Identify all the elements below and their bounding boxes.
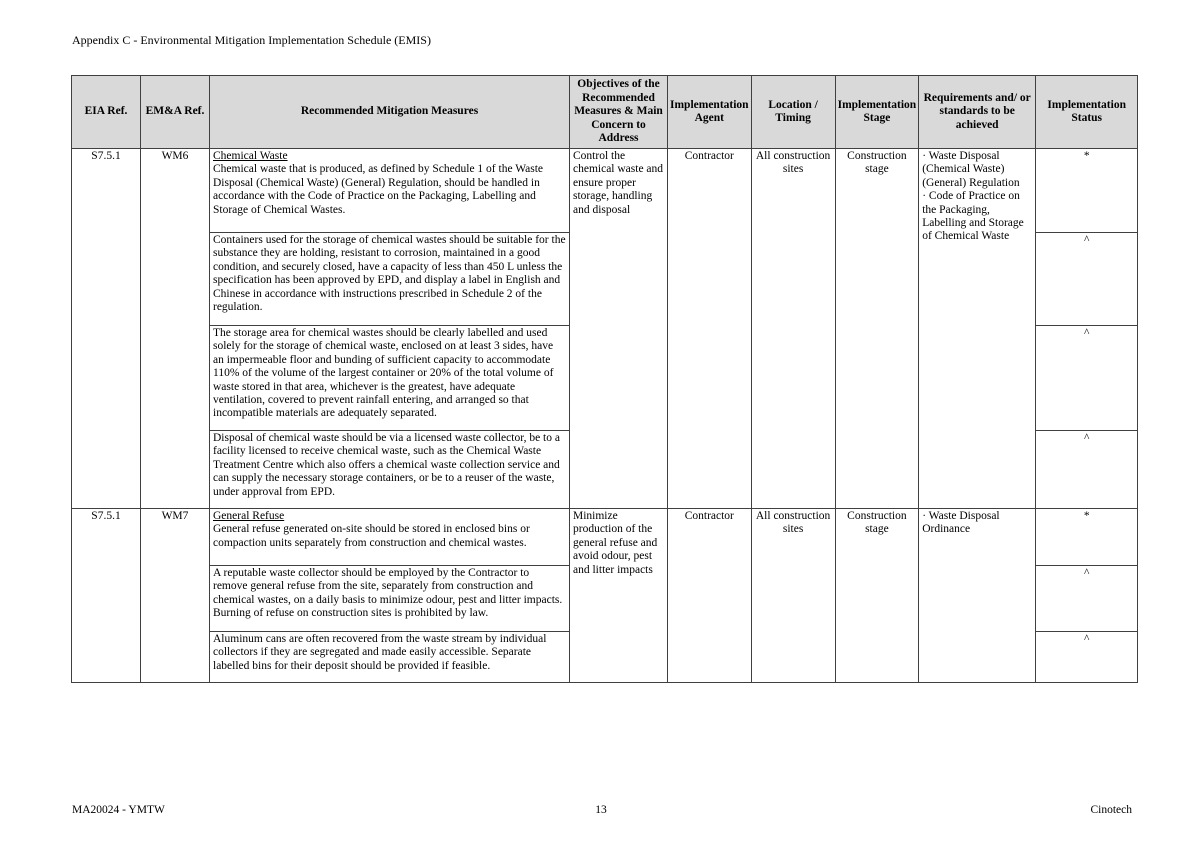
requirement-item: · Code of Practice on the Packaging, Labelling and Storage of Chemical Waste (922, 190, 1024, 243)
stage-cell: Construction stage (835, 149, 919, 509)
status-cell: * (1036, 509, 1138, 566)
table-row (72, 509, 1138, 566)
footer-company-name: Cinotech (1090, 804, 1132, 816)
measure-heading: General Refuse (213, 510, 285, 522)
measure-cell (210, 509, 570, 566)
location-cell: All construction sites (751, 149, 835, 509)
header-measures: Recommended Mitigation Measures (210, 76, 570, 149)
header-requirements: Requirements and/ or standards to be achieved (919, 76, 1036, 149)
ema-ref-cell: WM7 (141, 509, 210, 683)
status-cell: ^ (1036, 326, 1138, 431)
status-cell: ^ (1036, 431, 1138, 509)
measure-cell: Containers used for the storage of chemical wastes should be suitable for the substance they are holding, resistant to corrosion, maintained in a good condition, and securely closed, have a capacity of less than 450 L unless the specification has been approved by EPD, and display a label in English and Chinese in accordance with instructions prescribed in Schedule 2 of the regulation. (210, 233, 570, 326)
header-ema-ref: EM&A Ref. (141, 76, 210, 149)
agent-cell: Contractor (668, 509, 752, 683)
measure-cell: The storage area for chemical wastes should be clearly labelled and used solely for the storage of chemical waste, enclosed on at least 3 sides, have an impermeable floor and bunding of sufficient capacity to accommodate 110% of the volume of the largest container or 20% of the total volume of waste stored in that area, whichever is the greatest, have adequate ventilation, covered to prevent rainfall entering, and arranged so that incompatible materials are adequately separated. (210, 326, 570, 431)
eia-ref-cell: S7.5.1 (72, 509, 141, 683)
emis-table (71, 75, 1138, 683)
header-stage: Implementation Stage (835, 76, 919, 149)
objectives-cell: Minimize production of the general refuse and avoid odour, pest and litter impacts (570, 509, 668, 683)
location-cell: All construction sites (751, 509, 835, 683)
status-cell: ^ (1036, 233, 1138, 326)
measure-text: Chemical waste that is produced, as defined by Schedule 1 of the Waste Disposal (Chemical Waste) (General) Regulation, should be handled in accordance with the Code of Practice on the Packaging, Labelling and Storage of Chemical Wastes. (213, 163, 544, 216)
footer-page-number: 13 (595, 804, 607, 816)
header-objectives: Objectives of the Recommended Measures & Main Concern to Address (570, 76, 668, 149)
objectives-cell: Control the chemical waste and ensure proper storage, handling and disposal (570, 149, 668, 509)
requirements-cell (919, 509, 1036, 683)
measure-heading: Chemical Waste (213, 150, 288, 162)
measure-text: General refuse generated on-site should be stored in enclosed bins or compaction units separately from construction and chemical wastes. (213, 523, 530, 549)
measure-cell: Aluminum cans are often recovered from the waste stream by individual collectors if they are segregated and made easily accessible. Separate labelled bins for their deposit should be provided if feasible. (210, 632, 570, 683)
table-row (72, 149, 1138, 233)
eia-ref-cell: S7.5.1 (72, 149, 141, 509)
table-header-row (72, 76, 1138, 149)
measure-cell (210, 149, 570, 233)
header-status: Implementation Status (1036, 76, 1138, 149)
status-cell: ^ (1036, 632, 1138, 683)
stage-cell: Construction stage (835, 509, 919, 683)
measure-cell: Disposal of chemical waste should be via a licensed waste collector, be to a facility licensed to receive chemical waste, such as the Chemical Waste Treatment Centre which also offers a chemical waste collection service and can supply the necessary storage containers, or be to a reuser of the waste, under approval from EPD. (210, 431, 570, 509)
page-title: Appendix C - Environmental Mitigation Implementation Schedule (EMIS) (72, 33, 431, 47)
agent-cell: Contractor (668, 149, 752, 509)
header-location-timing: Location / Timing (751, 76, 835, 149)
measure-cell: A reputable waste collector should be employed by the Contractor to remove general refuse from the site, separately from construction and chemical wastes, on a daily basis to minimize odour, pest and litter impacts. Burning of refuse on construction sites is prohibited by law. (210, 566, 570, 632)
status-cell: * (1036, 149, 1138, 233)
requirement-item: · Waste Disposal Ordinance (922, 510, 1000, 536)
header-eia-ref: EIA Ref. (72, 76, 141, 149)
requirements-cell (919, 149, 1036, 509)
footer-project-ref: MA20024 - YMTW (72, 804, 165, 816)
requirement-item: · Waste Disposal (Chemical Waste) (General) Regulation (922, 150, 1020, 189)
header-agent: Implementation Agent (668, 76, 752, 149)
status-cell: ^ (1036, 566, 1138, 632)
ema-ref-cell: WM6 (141, 149, 210, 509)
